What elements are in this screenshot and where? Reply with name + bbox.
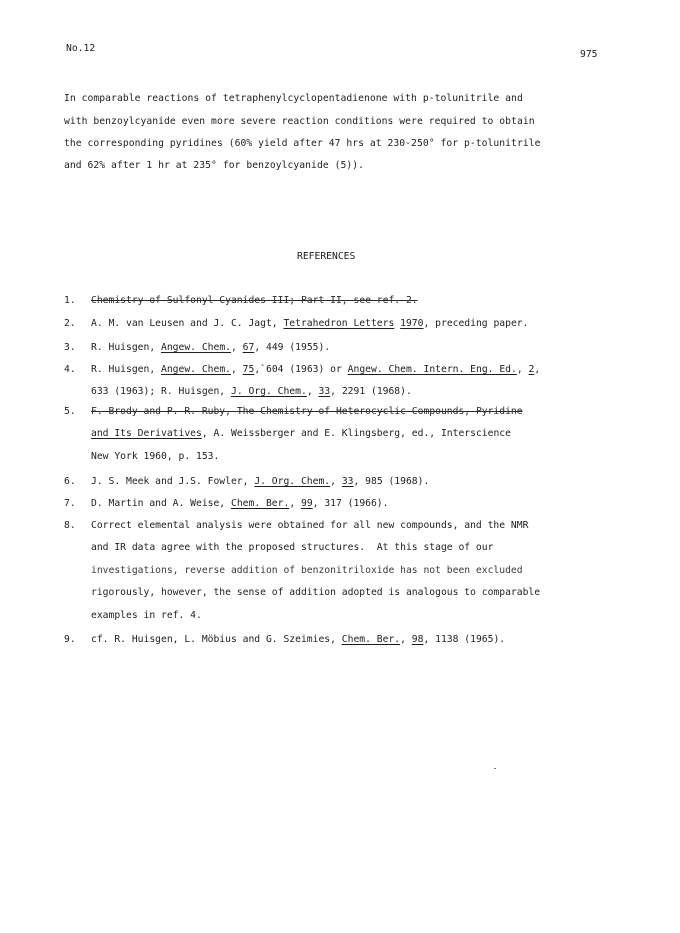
underlined-citation: and Its Derivatives (91, 428, 202, 440)
struck-citation: The Chemistry of Heterocyclic Compounds, Pyridine (236, 406, 523, 417)
underlined-citation: 67 (242, 342, 255, 353)
struck-text: F. Brody and P. R. Ruby, (91, 406, 237, 417)
reference-text-segment: , (306, 386, 319, 398)
reference-continuation-line (91, 428, 511, 439)
reference-text-segment: examples in ref. 4. (91, 609, 202, 621)
reference-text-segment: , (231, 342, 243, 353)
underlined-citation: Angew. Chem. (161, 364, 231, 375)
reference-text-segment: , 985 (1968). (353, 476, 430, 487)
reference-text-segment: A. M. van Leusen and J. C. Jagt, (91, 318, 284, 329)
underlined-citation: 1970 (400, 318, 424, 329)
reference-text-segment: ,`604 (1963) or (254, 364, 348, 375)
reference-text (91, 520, 528, 531)
reference-text-segment: , (289, 498, 301, 509)
reference-text-segment: New York 1960, p. 153. (91, 450, 220, 462)
reference-text-segment: and IR data agree with the proposed structures. At this stage of our (91, 542, 494, 554)
struck-text: Chemistry of Sulfonyl Cyanides III; Part II, see ref. 2. (91, 295, 418, 306)
body-text-line: the corresponding pyridines (60% yield after 47 hrs at 230-250° for p-tolunitrile (64, 138, 541, 149)
reference-text (91, 364, 540, 375)
reference-continuation-line (91, 451, 219, 462)
scan-speck (494, 768, 496, 769)
reference-number: 8. (64, 520, 76, 531)
reference-text-segment: , 2291 (1968). (330, 386, 412, 398)
reference-number: 5. (64, 406, 76, 417)
underlined-citation: 99 (300, 498, 313, 509)
reference-text (91, 634, 505, 645)
underlined-citation: J. Org. Chem. (230, 386, 307, 398)
underlined-citation: 98 (411, 634, 424, 645)
reference-text-segment: , (516, 364, 529, 375)
reference-continuation-line (91, 542, 493, 553)
reference-text-segment: , preceding paper. (423, 318, 529, 329)
reference-continuation-line (91, 610, 202, 621)
underlined-citation: Angew. Chem. Intern. Eng. Ed. (347, 364, 517, 375)
journal-number: No.12 (66, 43, 96, 54)
underlined-citation: 33 (341, 476, 354, 487)
reference-text-segment: , A. Weissberger and E. Klingsberg, ed., Interscience (201, 428, 511, 440)
reference-text (91, 295, 418, 306)
reference-number: 6. (64, 476, 76, 487)
reference-number: 2. (64, 318, 76, 329)
reference-continuation-line (91, 386, 412, 397)
reference-text-segment: 633 (1963); R. Huisgen, (91, 386, 231, 398)
underlined-citation: J. Org. Chem. (254, 476, 331, 487)
reference-text (91, 476, 429, 487)
underlined-citation: 33 (318, 386, 331, 398)
underlined-citation: Chem. Ber. (341, 634, 401, 645)
reference-text (91, 498, 388, 509)
reference-text-segment: , 449 (1955). (254, 342, 331, 353)
reference-text-segment: , (330, 476, 342, 487)
body-text-line: and 62% after 1 hr at 235° for benzoylcyanide (5)). (64, 160, 365, 171)
page-number: 975 (580, 49, 598, 60)
reference-text-segment: cf. R. Huisgen, L. Möbius and G. Szeimies, (91, 634, 342, 645)
references-heading: REFERENCES (297, 251, 356, 262)
underlined-citation: Chem. Ber. (230, 498, 290, 509)
reference-text (91, 406, 523, 417)
reference-text-segment: , (400, 634, 412, 645)
underlined-citation: Tetrahedron Letters (283, 318, 395, 329)
reference-text-segment: , 1138 (1965). (423, 634, 506, 645)
reference-number: 4. (64, 364, 76, 375)
reference-text-segment: J. S. Meek and J.S. Fowler, (91, 476, 255, 487)
reference-text-segment: D. Martin and A. Weise, (91, 498, 231, 509)
underlined-citation: 75 (242, 364, 255, 375)
reference-text-segment: R. Huisgen, (91, 364, 161, 375)
reference-number: 1. (64, 295, 76, 306)
reference-number: 3. (64, 342, 76, 353)
reference-text-segment: , (534, 364, 541, 375)
reference-text (91, 342, 330, 353)
reference-continuation-line (91, 565, 523, 576)
reference-text-segment: R. Huisgen, (91, 342, 161, 353)
reference-number: 7. (64, 498, 76, 509)
reference-text-segment: , 317 (1966). (312, 498, 389, 509)
faint-text: investigations, reverse addition of benzonitriloxide has not been excluded (91, 564, 523, 576)
reference-number: 9. (64, 634, 76, 645)
underlined-citation: 2 (528, 364, 535, 375)
reference-text-segment: , (231, 364, 243, 375)
reference-text-segment: rigorously, however, the sense of addition adopted is analogous to comparable (91, 587, 541, 599)
reference-continuation-line (91, 587, 540, 598)
reference-text (91, 318, 528, 329)
body-text-line: In comparable reactions of tetraphenylcyclopentadienone with p-tolunitrile and (64, 93, 523, 104)
body-text-line: with benzoylcyanide even more severe reaction conditions were required to obtain (64, 116, 535, 127)
underlined-citation: Angew. Chem. (161, 342, 231, 353)
reference-text-segment: Correct elemental analysis were obtained for all new compounds, and the NMR (91, 520, 529, 531)
